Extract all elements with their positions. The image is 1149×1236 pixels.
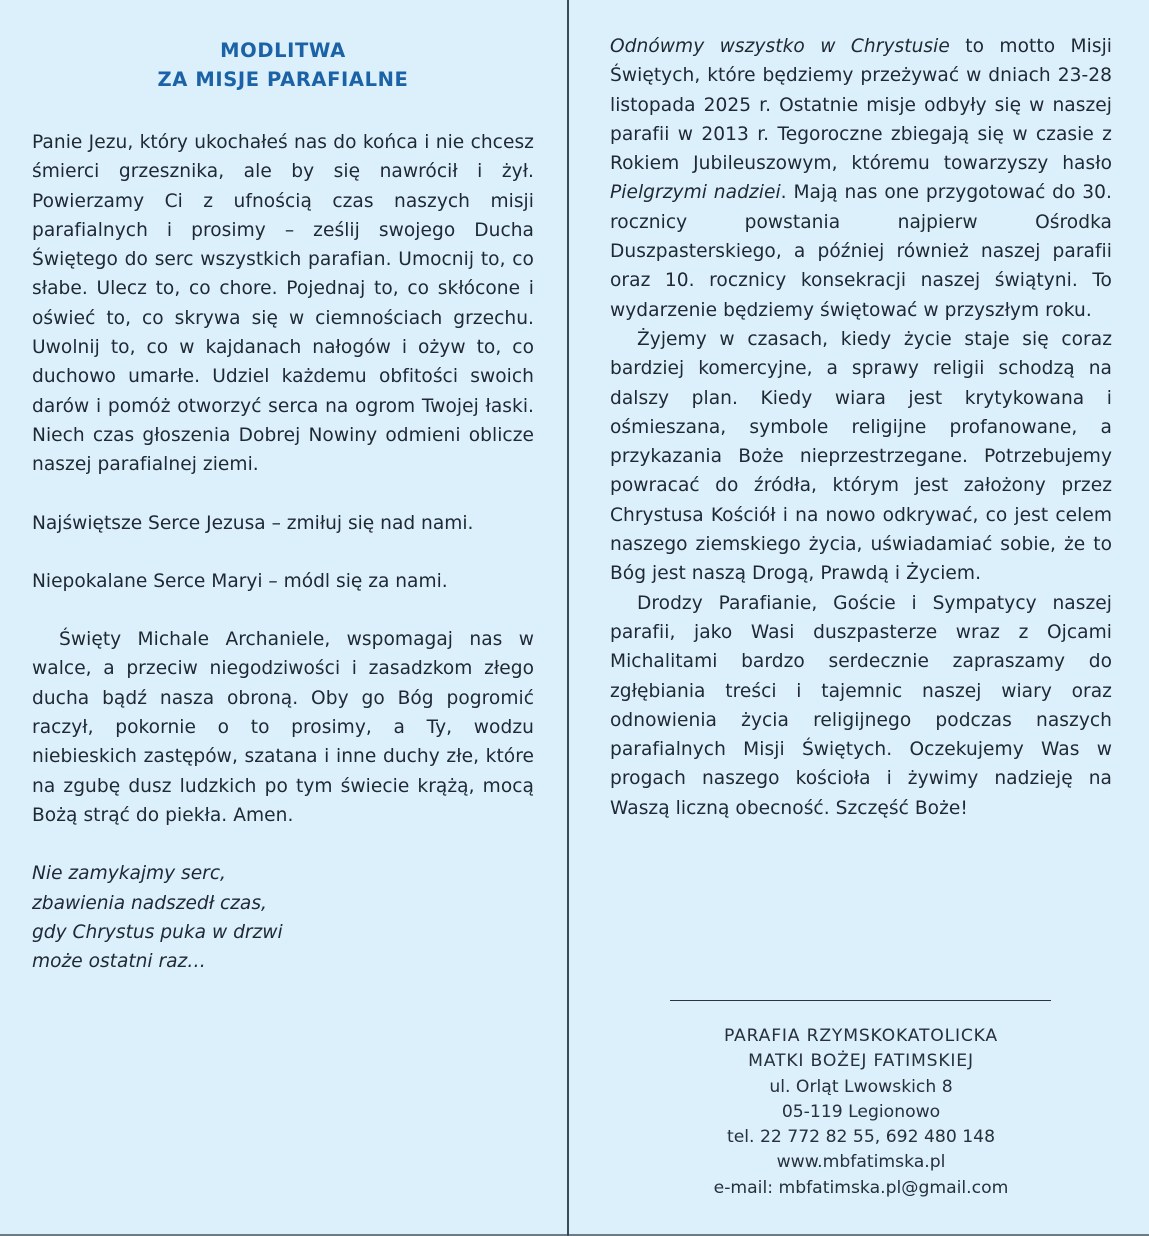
- prayer-body: [32, 128, 534, 976]
- verse-line: zbawienia nadszedł czas,: [32, 892, 267, 914]
- mission-motto: Odnówmy wszystko w Chrystusie: [610, 36, 950, 57]
- paragraph-1-text-b: . Mają nas one przygotować do 30. rocznicy powstania najpierw Ośrodka Duszpasterskiego, a później również naszej parafii oraz 10. rocznicy konsekracji naszej świątyni. To wydarzenie będziemy świętować w przyszłym roku.: [610, 182, 1112, 321]
- title-line-2: ZA MISJE PARAFIALNE: [157, 68, 409, 91]
- announcement-paragraph-3: Drodzy Parafianie, Goście i Sympatycy naszej parafii, jako Wasi duszpasterze wraz z Ojcami Michalitami bardzo serdecznie zapraszamy do zgłębiania treści i tajemnic naszej wiary oraz odnowienia życia religijnego podczas naszych parafialnych Misji Świętych. Oczekujemy Was w progach naszego kościoła i żywimy nadzieję na Waszą liczną obecność. Szczęść Boże!: [610, 592, 1112, 819]
- footer-separator: [670, 1000, 1051, 1001]
- parish-city: 05-119 Legionowo: [781, 1101, 941, 1122]
- right-column: [610, 0, 1112, 823]
- st-michael-prayer: Święty Michale Archaniele, wspomagaj nas w walce, a przeciw niegodziwości i zasadzkom złego ducha bądź nasza obroną. Oby go Bóg pogromić raczył, pokornie o to prosimy, a Ty, wodzu niebieskich zastępów, szatana i inne duchy złe, które na zgubę dusz ludzkich po tym świecie krążą, mocą Bożą strąć do piekła. Amen.: [32, 629, 534, 826]
- verse-line: może ostatni raz…: [32, 951, 206, 973]
- title-line-1: MODLITWA: [220, 39, 346, 62]
- column-divider: [567, 0, 569, 1236]
- parish-website: www.mbfatimska.pl: [776, 1152, 946, 1173]
- parish-street: ul. Orląt Lwowskich 8: [769, 1076, 953, 1097]
- left-column: [32, 0, 534, 976]
- parish-name-line-1: PARAFIA RZYMSKOKATOLICKA: [723, 1026, 998, 1046]
- parish-name-line-2: MATKI BOŻEJ FATIMSKIEJ: [748, 1051, 974, 1072]
- parish-email: e-mail: mbfatimska.pl@gmail.com: [713, 1177, 1009, 1198]
- mission-announcement: [610, 32, 1112, 823]
- parish-contact-block: [610, 1024, 1112, 1201]
- invocation-immaculate-heart: Niepokalane Serce Maryi – módl się za nami.: [32, 570, 448, 592]
- paragraph-1-text-a: to motto Misji Świętych, które będziemy przeżywać w dniach 23-28 listopada 2025 r. Ostatnie misje odbyły się w naszej parafii w 2013 r. Tegoroczne zbiegają się w czasie z Rokiem Jubileuszowym, któremu towarzyszy hasło: [610, 36, 1113, 175]
- closing-verse: [32, 859, 534, 976]
- jubilee-motto: Pielgrzymi nadziei: [610, 182, 781, 204]
- invocation-sacred-heart: Najświętsze Serce Jezusa – zmiłuj się nad nami.: [32, 512, 474, 534]
- announcement-paragraph-2: Żyjemy w czasach, kiedy życie staje się coraz bardziej komercyjne, a sprawy religii schodzą na dalszy plan. Kiedy wiara jest krytykowana i ośmieszana, symbole religijne profanowane, a przykazania Boże nieprzestrzegane. Potrzebujemy powracać do źródła, którym jest założony przez Chrystusa Kościół i na nowo odkrywać, co jest celem naszego ziemskiego życia, uświadamiać sobie, że to Bóg jest naszą Drogą, Prawdą i Życiem.: [610, 328, 1112, 585]
- prayer-paragraph: Panie Jezu, który ukochałeś nas do końca i nie chcesz śmierci grzesznika, ale by się nawrócił i żył. Powierzamy Ci z ufnością czas naszych misji parafialnych i prosimy – ześlij swojego Ducha Świętego do serc wszystkich parafian. Umocnij to, co słabe. Ulecz to, co chore. Pojednaj to, co skłócone i oświeć to, co skrywa się w ciemnościach grzechu. Uwolnij to, co w kajdanach nałogów i ożyw to, co duchowo umarłe. Udziel każdemu obfitości swoich darów i pomóż otworzyć serca na ogrom Twojej łaski. Niech czas głoszenia Dobrej Nowiny odmieni oblicze naszej parafialnej ziemi.: [32, 132, 534, 476]
- verse-line: Nie zamykajmy serc,: [32, 863, 226, 885]
- announcement-paragraph-1: [610, 32, 1112, 325]
- verse-line: gdy Chrystus puka w drzwi: [32, 921, 283, 943]
- prayer-title: [32, 36, 534, 94]
- parish-phone: tel. 22 772 82 55, 692 480 148: [726, 1127, 996, 1148]
